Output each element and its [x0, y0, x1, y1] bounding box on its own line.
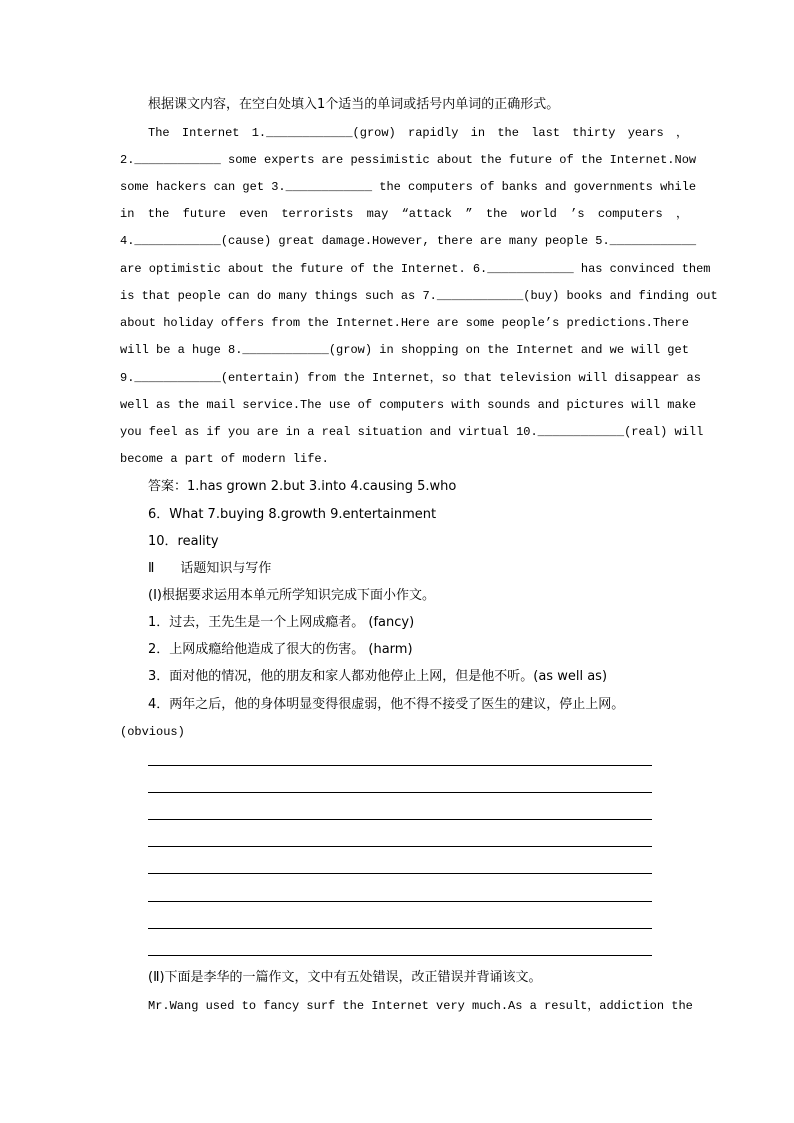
- sentence-item: 4．两年之后，他的身体明显变得很虚弱，他不得不接受了医生的建议，停止上网。: [148, 697, 625, 712]
- passage-line: The Internet 1.____________(grow) rapidly in the last thirty years ，: [148, 126, 688, 140]
- writing-line: [148, 901, 652, 902]
- answer-line: 答案：1.has grown 2.but 3.into 4.causing 5.who: [148, 479, 457, 494]
- passage-line: will be a huge 8.____________(grow) in shopping on the Internet and we will get: [120, 343, 689, 357]
- writing-line: [148, 792, 652, 793]
- passage-line: become a part of modern life.: [120, 452, 329, 466]
- passage-line: well as the mail service.The use of computers with sounds and pictures will make: [120, 398, 697, 412]
- essay-line: Mr.Wang used to fancy surf the Internet very much.As a result，addiction the: [148, 999, 693, 1013]
- answer-line: 10．reality: [148, 534, 219, 549]
- passage-line: about holiday offers from the Internet.Here are some people’s predictions.There: [120, 316, 689, 330]
- instruction: 根据课文内容，在空白处填入1个适当的单词或括号内单词的正确形式。: [148, 97, 560, 112]
- sentence-item: 2．上网成瘾给他造成了很大的伤害。 (harm): [148, 642, 413, 657]
- passage-line: you feel as if you are in a real situation and virtual 10.____________(real) will: [120, 425, 704, 439]
- answer-line: 6．What 7.buying 8.growth 9.entertainment: [148, 507, 437, 522]
- sentence-hint: (obvious): [120, 725, 185, 739]
- sentence-item: 3．面对他的情况，他的朋友和家人都劝他停止上网，但是他不听。(as well as): [148, 669, 608, 684]
- part-title: (Ⅱ)下面是李华的一篇作文，文中有五处错误，改正错误并背诵该文。: [148, 970, 542, 985]
- part-title: (Ⅰ)根据要求运用本单元所学知识完成下面小作文。: [148, 588, 435, 603]
- passage-line: 9.____________(entertain) from the Internet，so that television will disappear as: [120, 371, 701, 385]
- writing-line: [148, 928, 652, 929]
- passage-line: is that people can do many things such as 7.____________(buy) books and finding out: [120, 289, 718, 303]
- writing-line: [148, 819, 652, 820]
- passage-line: 2.____________ some experts are pessimistic about the future of the Internet.Now: [120, 153, 697, 167]
- writing-line: [148, 846, 652, 847]
- passage-line: 4.____________(cause) great damage.However, there are many people 5.____________: [120, 234, 697, 248]
- writing-line: [148, 873, 652, 874]
- writing-line: [148, 955, 652, 956]
- passage-line: in the future even terrorists may “attack ” the world ’s computers ，: [120, 207, 688, 221]
- writing-line: [148, 765, 652, 766]
- section-title: Ⅱ 话题知识与写作: [148, 561, 272, 576]
- passage-line: some hackers can get 3.____________ the computers of banks and governments while: [120, 180, 697, 194]
- sentence-item: 1．过去，王先生是一个上网成瘾者。 (fancy): [148, 615, 415, 630]
- passage-line: are optimistic about the future of the Internet. 6.____________ has convinced them: [120, 262, 711, 276]
